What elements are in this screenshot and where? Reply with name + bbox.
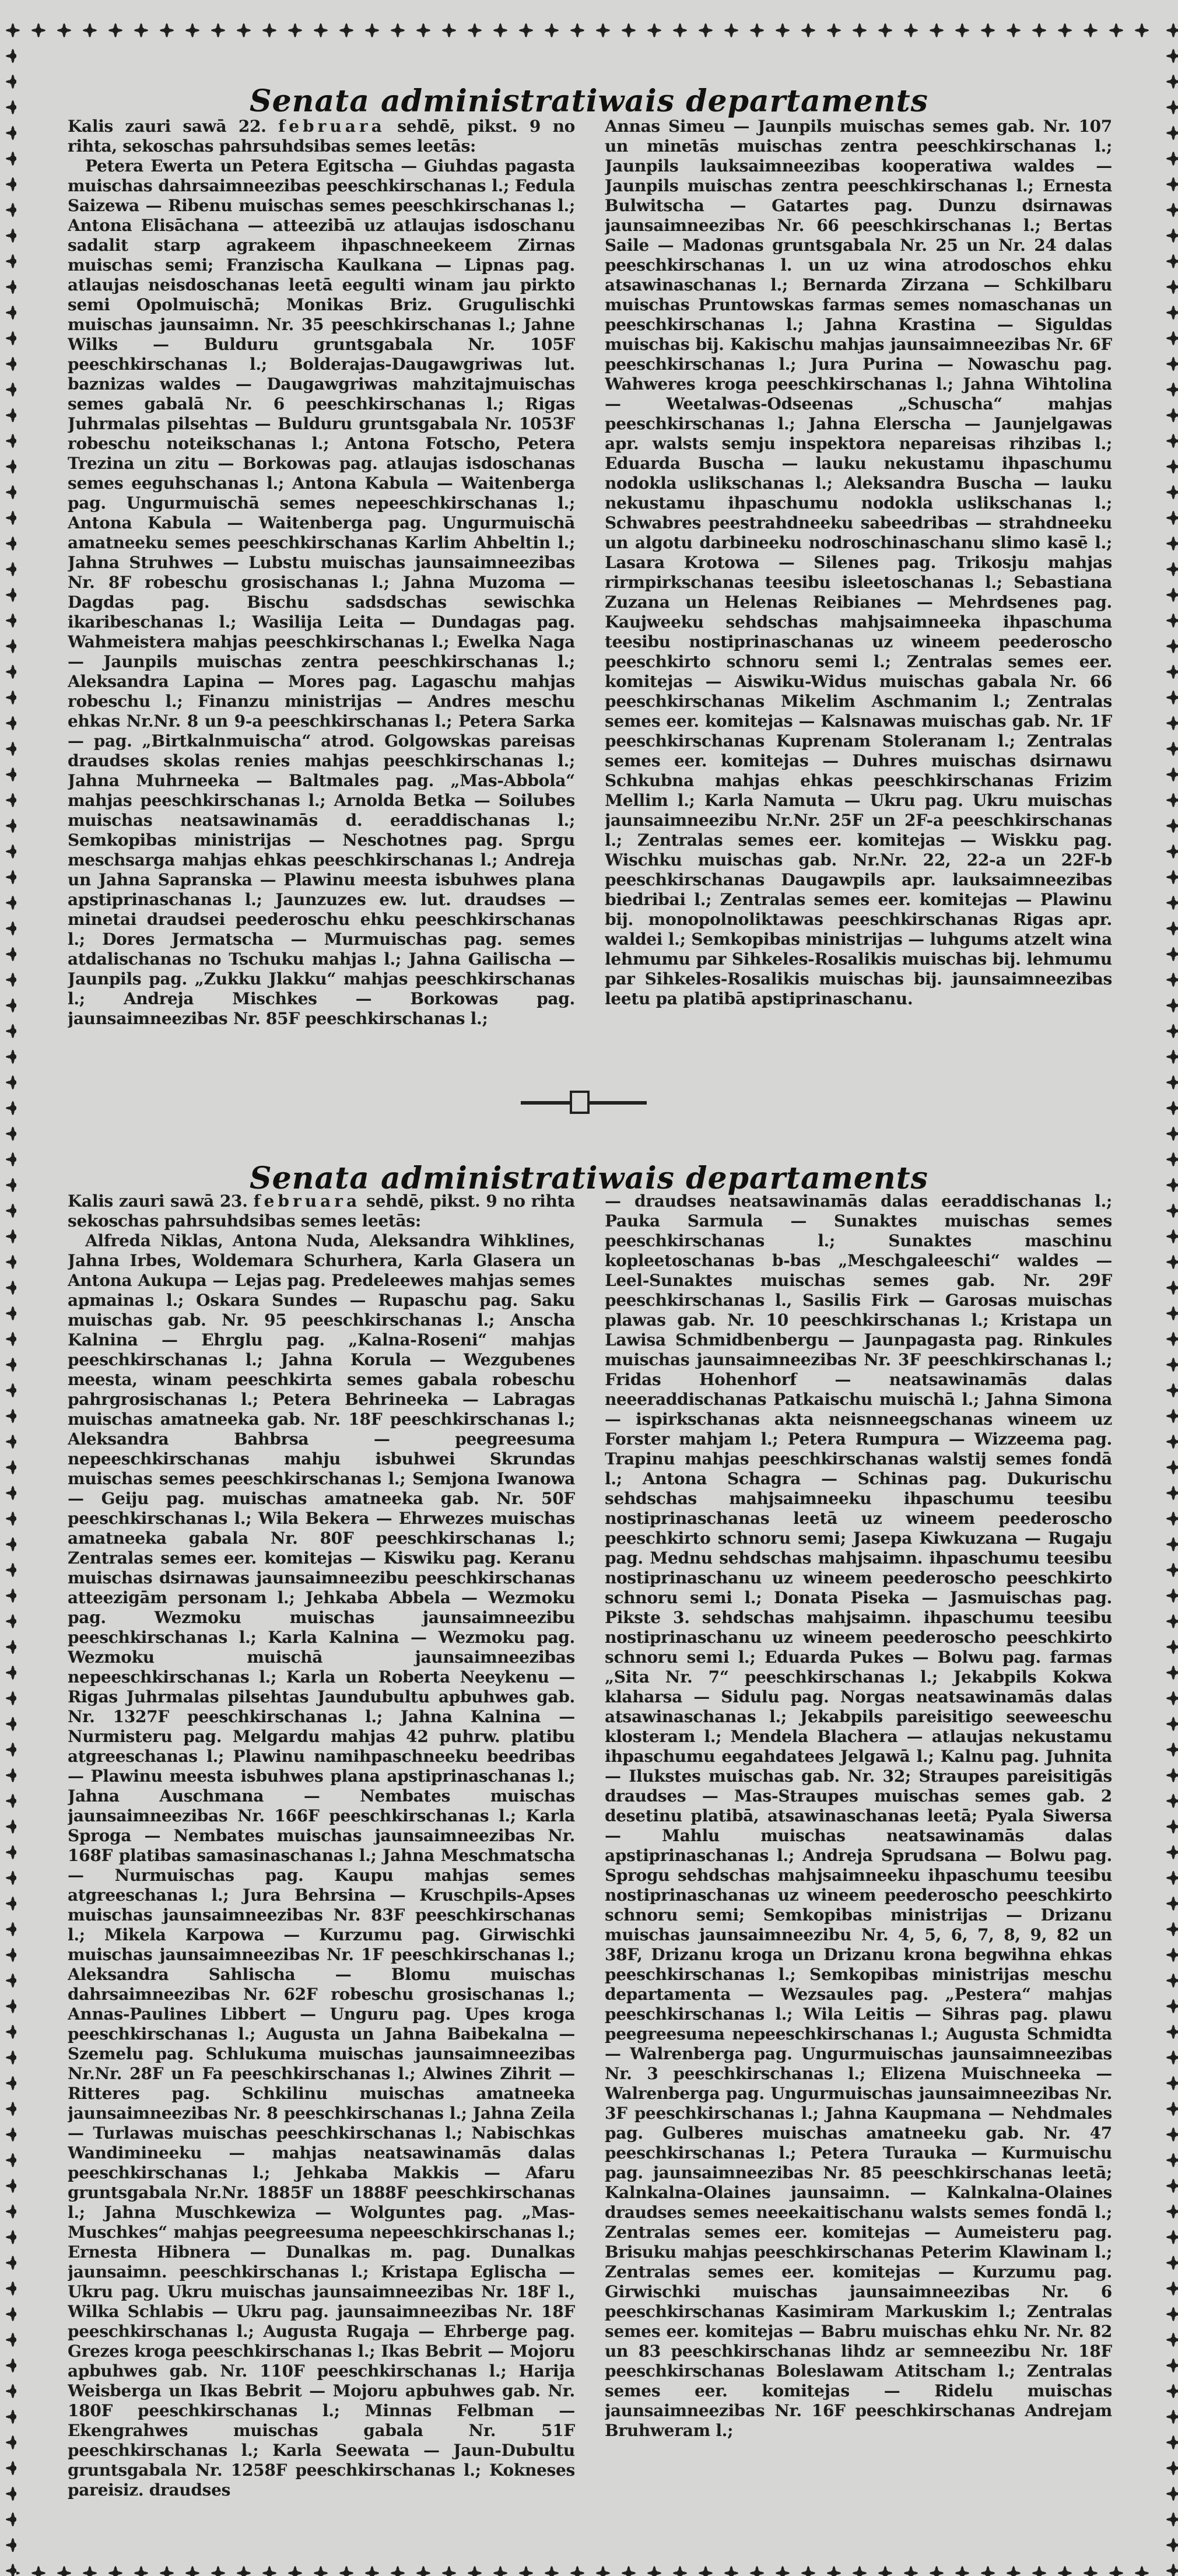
intro-month: februara: [278, 117, 385, 136]
section-1-left-text: Petera Ewerta un Petera Egitscha — Giuhdas pagasta muischas dahrsaimneezibas peeschkirschanas l.; Fedula Saizewa — Ribenu muischas semes peeschkirschanas l.; Antona Elisāchana — atteezibā uz atlaujas isdoschanu sadalit starp agrakeem ihpaschneekeem Zirnas muischas semi; Franzischa Kaulkana — Lipnas pag. atlaujas neisdoschanas leetā eegulti winam jau pirkto semi Opolmuischā; Monikas Briz. Grugulischki muischas jaunsaimn. Nr. 35 peeschkirschanas l.; Jahne Wilks — Bulduru gruntsgabala Nr. 105F peeschkirschanas l.; Bolderajas-Daugawgriwas lut. baznizas waldes — Daugawgriwas mahzitajmuischas semes gabalā Nr. 6 peeschkirschanas l.; Rigas Juhrmalas pilsehtas — Bulduru gruntsgabala Nr. 1053F robeschu noteikschanas l.; Antona Fotscho, Petera Trezina un zitu — Borkowas pag. atlaujas isdoschanas semes eeguhschanas l.; Antona Kabula — Waitenberga pag. Ungurmuischā semes nepeeschkirschanas l.; Antona Kabula — Waitenberga pag. Ungurmuischā amatneeku semes peeschkirschanas Karlim Ahbeltin l.; Jahna Struhwes — Lubstu muischas jaunsaimneezibas Nr. 8F robeschu grosischanas l.; Jahna Muzoma — Dagdas pag. Bischu sadsdschas sewischka ikaribeschanas l.; Wasilija Leita — Dundagas pag. Wahmeistera mahjas peeschkirschanas l.; Ewelka Naga — Jaunpils muischas zentra peeschkirschanas l.; Aleksandra Lapina — Mores pag. Lagaschu mahjas robeschu l.; Finanzu ministrijas — Andres meschu ehkas Nr.Nr. 8 un 9-a peeschkirschanas l.; Petera Sarka — pag. „Birtkalnmuischa“ atrod. Golgowskas pareisas draudses skolas renies mahjas peeschkirschanas l.; Jahna Muhrneeka — Baltmales pag. „Mas-Abbola“ mahjas peeschkirschanas l.; Arnolda Betka — Soilubes muischas neatsawinamās d. eeraddischanas l.; Semkopibas ministrijas — Neschotnes pag. Sprgu meschsarga mahjas ehkas peeschkirschanas l.; Andreja un Jahna Sapranska — Plawinu meesta isbuhwes plana apstiprinaschanas l.; Jaunzuzes ew. lut. draudses — minetai draudsei peederoschu ehku peeschkirschanas l.; Dores Jermatscha — Murmuischas pag. semes atdalischanas no Tschuku mahjas l.; Jahna Gailischa — Jaunpils pag. „Zukku Jlakku“ mahjas peeschkirschanas l.; Andreja Mischkes — Borkowas pag. jaunsaimneezibas Nr. 85F peeschkirschanas l.;: [68, 156, 575, 1028]
intro-text-a: Kalis zauri sawā 22.: [68, 117, 267, 136]
intro-text-a: Kalis zauri sawā 23.: [68, 1191, 248, 1211]
section-2-right-text: — draudses neatsawinamās dalas eeraddischanas l.; Pauka Sarmula — Sunaktes muischas semes peeschkirschanas l.; Sunaktes maschinu koplеetoschanas b-bas „Meschgaleeschi“ waldes — Leel-Sunaktes muischas semes gab. Nr. 29F peeschkirschanas l., Sasilis Firk — Garosas muischas plawas gab. Nr. 10 peeschkirschanas l.; Kristapa un Lawisa Schmidbenbergu — Jaunpagasta pag. Rinkules muischas jaunsaimneezibas Nr. 3F peeschkirschanas l.; Fridas Hohenhorf — neatsawinamās dalas neeeraddischanas Patkaischu muischā l.; Jahna Simona — ispirkschanas akta neisnneegschanas wineem uz Forster mahjam l.; Petera Rumpura — Wizzeema pag. Trapinu mahjas peeschkirschanas walstij semes fondā l.; Antona Schagra — Schinas pag. Dukurischu sehdschas mahjsaimneeku ihpaschumu teesibu nostiprinaschanas leetā uz wineem peederoscho peeschkirto schnoru semi; Jasepa Kiwkuzana — Rugaju pag. Mednu sehdschas mahjsaimn. ihpaschumu teesibu nostiprinaschanu uz wineem peederoscho peeschkirto schnoru semi l.; Donata Piseka — Jasmuischas pag. Pikste 3. sehdschas mahjsaimn. ihpaschumu teesibu nostiprinaschanu uz wineem peederoscho peeschkirto schnoru semi l.; Eduarda Pukes — Bolwu pag. farmas „Sita Nr. 7“ peeschkirschanas l.; Jekabpils Kokwa klaharsa — Sidulu pag. Norgas neatsawinamās dalas atsawinaschanas l.; Jekabpils pareisitigo seeweeschu klosteram l.; Mendela Blachera — atlaujas nekustamu ihpaschumu eegahdatees Jelgawā l.; Kalnu pag. Juhnita — Ilukstes muischas gab. Nr. 32; Straupes pareisitigās draudses — Mas-Straupes muischas semes gab. 2 desetinu platibā, atsawinaschanas leetā; Pyala Siwersa — Mahlu muischas neatsawinamās dalas apstiprinaschanas l.; Andreja Sprudsana — Bolwu pag. Sprogu sehdschas mahjsaimneeku ihpaschumu teesibu nostiprinaschanas uz wineem peederoscho peeschkirto schnoru semi; Semkopibas ministrijas — Drizanu muischas jaunsaimneezibu Nr. 4, 5, 6, 7, 8, 9, 82 un 38F, Drizanu kroga un Drizanu krona begwihna ehkas peeschkirschanas l.; Semkopibas ministrijas meschu departamenta — Wezsaules pag. „Pestera“ mahjas peeschkirschanas l.; Wila Leitis — Sihras pag. plawu peegreesuma nepeeschkirschanas l.; Augusta Schmidta — Walrenberga pag. Ungurmuischas jaunsaimneezibas Nr. 3 peeschkirschanas l.; Elizena Muischneeka — Walrenberga pag. Ungurmuischas jaunsaimneezibas Nr. 3F peeschkirschanas l.; Jahna Kaupmana — Nehdmales pag. Gulberes muischas amatneeku gab. Nr. 47 peeschkirschanas l.; Petera Turauka — Kurmuischu pag. jaunsaimneezibas Nr. 85 peeschkirschanas leetā; Kalnkalna-Olaines jaunsaimn. — Kalnkalna-Olaines draudses semes neeekaitischanu walsts semes fondā l.; Zentralas semes eer. komitejas — Aumeisteru pag. Brisuku mahjas peeschkirschanas Peterim Klawinam l.; Zentralas semes eer. komitejas — Kurzumu pag. Girwischki muischas jaunsaimneezibas Nr. 6 peeschkirschanas Kasimiram Markuskim l.; Zentralas semes eer. komitejas — Babru muischas ehku Nr. Nr. 82 un 83 peeschkirschanas lihdz ar semneezibu Nr. 18F peeschkirschanas Boleslawam Atitscham l.; Zentralas semes eer. komitejas — Ridelu muischas jaunsaimneezibas Nr. 16F peeschkirschanas Andrejam Bruhweram l.;: [605, 1191, 1112, 2440]
section-1-right-text: Annas Simeu — Jaunpils muischas semes gab. Nr. 107 un minetās muischas zentra peeschkirschanas l.; Jaunpils lauksaimneezibas kooperatiwa waldes — Jaunpils muischas zentra peeschkirschanas l.; Ernesta Bulwitscha — Gatartes pag. Dunzu dsirnawas jaunsaimneezibas Nr. 66 peeschkirschanas l.; Bertas Saile — Madonas gruntsgabala Nr. 25 un Nr. 24 dalas peeschkirschanas l. un uz wina atrodoschos ehku atsawinaschanas l.; Bernarda Zirzana — Schkilbaru muischas Pruntowskas farmas semes nomaschanas un peeschkirschanas l.; Jahna Krastina — Siguldas muischas bij. Kakischu mahjas jaunsaimneezibas Nr. 6F peeschkirschanas l.; Jura Purina — Nowaschu pag. Wahweres kroga peeschkirschanas l.; Jahna Wihtolina — Weetalwas-Odseenas „Schuscha“ mahjas peeschkirschanas l.; Jahna Elerscha — Jaunjelgawas apr. walsts semju inspektora nepareisas rihzibas l.; Eduarda Buscha — lauku nekustamu ihpaschumu nodokla uslikschanas l.; Aleksandra Buscha — lauku nekustamu ihpaschumu nodokla uslikschanas l.; Schwabres peestrahdneeku sabeedribas — strahdneeku un algotu darbineeku nodroschinaschanu slimo kasē l.; Lasara Krotowa — Silenes pag. Trikosju mahjas rirmpirkschanas teesibu isleetoschanas l.; Sebastiana Zuzana un Helenas Reibianes — Mehrdsenes pag. Kaujweeku sehdschas mahjsaimneeka ihpaschuma teesibu nostiprinaschanas uz wineem peederoscho peeschkirto schnoru semi l.; Zentralas semes eer. komitejas — Aiswiku-Widus muischas gabala Nr. 66 peeschkirschanas Mikelim Aschmanim l.; Zentralas semes eer. komitejas — Kalsnawas muischas gab. Nr. 1F peeschkirschanas Kuprenam Stoleranam l.; Zentralas semes eer. komitejas — Duhres muischas dsirnawu Schkubna mahjas ehkas peeschkirschanas Frizim Mellim l.; Karla Namuta — Ukru pag. Ukru muischas jaunsaimneezibu Nr.Nr. 25F un 2F-a peeschkirschanas l.; Zentralas semes eer. komitejas — Wiskku pag. Wischku muischas gab. Nr.Nr. 22, 22-a un 22F-b peeschkirschanas Daugawpils apr. lauksaimneezibas biedribai l.; Zentralas semes eer. komitejas — Plawinu bij. monopolnoliktawas peeschkirschanas Rigas apr. waldei l.; Semkopibas ministrijas — luhgums atzelt wina lehmumu par Sihkeles-Rosalikis muischas bij. lehmumu par Sihkeles-Rosalikis muischas bij. jaunsaimneezibas leetu pa platibā apstiprinaschanu.: [605, 117, 1112, 1008]
section-2-left-column: [68, 1191, 575, 2556]
section-2-right-column: [605, 1191, 1112, 2556]
section-2-left-text: Alfreda Niklas, Antona Nuda, Aleksandra Wihklines, Jahna Irbes, Woldemara Schurhera, Karla Glasera un Antona Aukupa — Lejas pag. Predeleewes mahjas semes apmainas l.; Oskara Sundes — Rupaschu pag. Saku muischas gab. Nr. 95 peeschkirschanas l.; Anscha Kalnina — Ehrglu pag. „Kalna-Roseni“ mahjas peeschkirschanas l.; Jahna Korula — Wezgubenes meesta, winam peeschkirta semes gabala robeschu pahrgrosischanas l.; Petera Behrineeka — Labragas muischas amatneeka gab. Nr. 18F peeschkirschanas l.; Aleksandra Bahbrsa — peegreesuma nepeeschkirschanas mahju isbuhwei Skrundas muischas semes peeschkirschanas l.; Semjona Iwanowa — Geiju pag. muischas amatneeka gab. Nr. 50F peeschkirschanas l.; Wila Bekera — Ehrwezes muischas amatneeka gabala Nr. 80F peeschkirschanas l.; Zentralas semes eer. komitejas — Kiswiku pag. Keranu muischas dsirnawas jaunsaimneezibu peeschkirschanas atteezigām personam l.; Jehkaba Abbela — Wezmoku pag. Wezmoku muischas jaunsaimneezibu peeschkirschanas l.; Karla Kalnina — Wezmoku pag. Wezmoku muischā jaunsaimneezibas nepeeschkirschanas l.; Karla un Roberta Neeykenu — Rigas Juhrmalas pilsehtas Jaundubultu apbuhwes gab. Nr. 1327F peeschkirschanas l.; Jahna Kalnina — Nurmisteru pag. Melgardu mahjas 42 puhrw. platibu atgreeschanas l.; Plawinu namihpaschneeku beedribas — Plawinu meesta isbuhwes plana apstiprinaschanas l.; Jahna Auschmana — Nembates muischas jaunsaimneezibas Nr. 166F peeschkirschanas l.; Karla Sproga — Nembates muischas jaunsaimneezibas Nr. 168F platibas samasinaschanas l.; Jahna Meschmatscha — Nurmuischas pag. Kaupu mahjas semes atgreeschanas l.; Jura Behrsina — Kruschpils-Apses muischas jaunsaimneezibas Nr. 83F peeschkirschanas l.; Mikela Karpowa — Kurzumu pag. Girwischki muischas jaunsaimneezibas Nr. 1F peeschkirschanas l.; Aleksandra Sahlischa — Blomu muischas dahrsaimneezibas Nr. 62F robeschu grosischanas l.; Annas-Paulines Libbert — Unguru pag. Upes kroga peeschkirschanas l.; Augusta un Jahna Baibekalna — Szemelu pag. Schlukuma muischas jaunsaimneezibas Nr.Nr. 28F un Fa peeschkirschanas l.; Alwines Zihrit — Ritteres pag. Schkilinu muischas amatneeka jaunsaimneezibas Nr. 8 peeschkirschanas l.; Jahna Zeila — Turlawas muischas peeschkirschanas l.; Nabischkas Wandimineeku — mahjas neatsawinamās dalas peeschkirschanas l.; Jehkaba Makkis — Afaru gruntsgabala Nr.Nr. 1885F un 1888F peeschkirschanas l.; Jahna Muschkewiza — Wolguntes pag. „Mas-Muschkes“ mahjas peegreesuma nepeeschkirschanas l.; Ernesta Hibnera — Dunalkas m. pag. Dunalkas jaunsaimn. peeschkirschanas l.; Kristapa Eglischa — Ukru pag. Ukru muischas jaunsaimneezibas Nr. 18F l., Wilka Schlabis — Ukru pag. jaunsaimneezibas Nr. 18F peeschkirschanas l.; Augusta Rugaja — Ehrberge pag. Grezes kroga peeschkirschanas l.; Ikas Bebrit — Mojoru apbuhwes gab. Nr. 110F peeschkirschanas l.; Harija Weisberga un Ikas Bebrit — Mojoru apbuhwes gab. Nr. 180F peeschkirschanas l.; Minnas Felbman — Ekengrahwes muischas gabala Nr. 51F peeschkirschanas l.; Karla Seewata — Jaun-Dubultu gruntsgabala Nr. 1258F peeschkirschanas l.; Kokneses pareisiz. draudses: [68, 1231, 575, 2500]
section-1-right-column: [605, 117, 1112, 1076]
ornamental-border-right: [1161, 17, 1178, 2576]
ornamental-border-left: [0, 17, 16, 2576]
section-1-intro: [68, 117, 575, 156]
ornamental-border-bottom: [0, 2560, 1178, 2576]
intro-text-b: sehdē, pikst. 9 no rihta sekoschas pahrsuhdsibas semes leetās:: [68, 1191, 575, 1231]
intro-month: februara: [253, 1191, 361, 1211]
section-1-title: Senata administratiwais departaments: [250, 83, 928, 119]
intro-text-b: sehdē, pikst. 9 no rihta, sekoschas pahrsuhdsibas semes leetās:: [68, 117, 575, 156]
section-2-intro: [68, 1191, 575, 1231]
section-2-title: Senata administratiwais departaments: [250, 1160, 928, 1196]
ornamental-border-top: [0, 17, 1178, 44]
section-1-left-column: [68, 117, 575, 1076]
section-divider-ornament: [521, 1091, 649, 1114]
